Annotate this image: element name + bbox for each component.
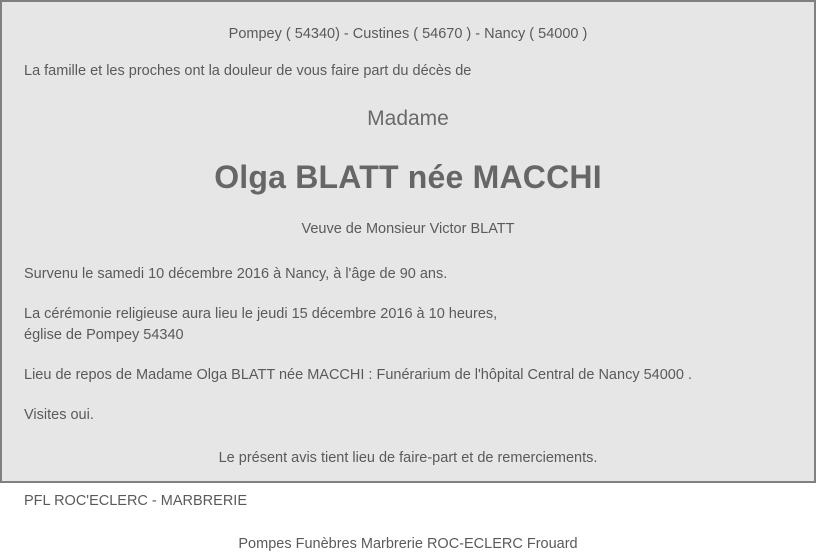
widow-of-text: Veuve de Monsieur Victor BLATT [301,220,515,237]
deceased-name: Olga BLATT née MACCHI [214,159,602,196]
ceremony-info [24,304,792,346]
intro-text: La famille et les proches ont la douleur de vous faire part du décès de [24,63,472,80]
funeral-home-name: PFL ROC'ECLERC - MARBRERIE [24,492,247,509]
ceremony-line-1: La cérémonie religieuse aura lieu le jeudi 15 décembre 2016 à 10 heures, [24,305,498,322]
ceremony-line-2: église de Pompey 54340 [24,326,184,343]
closing-note: Le présent avis tient lieu de faire-part et de remerciements. [218,449,598,466]
resting-place-info: Lieu de repos de Madame Olga BLATT née MACCHI : Funérarium de l'hôpital Central de Nancy 54000 . [24,366,692,383]
death-date-info: Survenu le samedi 10 décembre 2016 à Nancy, à l'âge de 90 ans. [24,265,448,282]
visits-info: Visites oui. [24,406,94,423]
locations-line: Pompey ( 54340) - Custines ( 54670 ) - Nancy ( 54000 ) [228,26,588,42]
footer-company-name: Pompes Funèbres Marbrerie ROC-ECLERC Frouard [238,535,578,552]
honorific-title: Madame [367,107,449,131]
